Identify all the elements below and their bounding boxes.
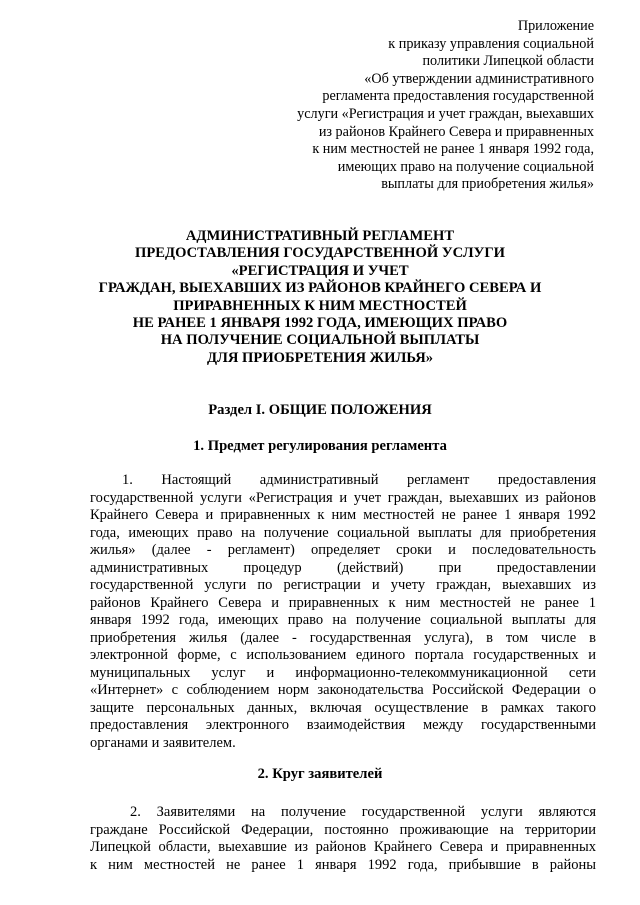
paragraph-line: к ним местностей не ранее 1 января 1992 года, прибывшие в районы bbox=[90, 856, 596, 873]
title-line: ГРАЖДАН, ВЫЕХАВШИХ ИЗ РАЙОНОВ КРАЙНЕГО СЕВЕРА И bbox=[98, 280, 542, 297]
title-line: НА ПОЛУЧЕНИЕ СОЦИАЛЬНОЙ ВЫПЛАТЫ bbox=[160, 332, 480, 349]
paragraph-line: предоставления электронного взаимодействия между государственными bbox=[90, 717, 596, 733]
paragraph-line: Липецкой области, выехавшие из районов Крайнего Севера и приравненных bbox=[90, 839, 596, 855]
title-line: «РЕГИСТРАЦИЯ И УЧЕТ bbox=[231, 262, 409, 279]
paragraph-line: Крайнего Севера и приравненных к ним местностей не ранее 1 января 1992 bbox=[90, 507, 596, 523]
section-heading: Раздел I. ОБЩИЕ ПОЛОЖЕНИЯ bbox=[208, 402, 432, 418]
appendix-line: из районов Крайнего Севера и приравненных bbox=[318, 123, 594, 140]
paragraph-line: 2. Заявителями на получение государственной услуги являются bbox=[130, 804, 596, 820]
paragraph-line: муниципальных услуг и информационно-телекоммуникационной сети bbox=[90, 664, 596, 681]
paragraph-line: органами и заявителем. bbox=[90, 734, 236, 751]
appendix-line: выплаты для приобретения жилья» bbox=[381, 176, 594, 193]
title-line: НЕ РАНЕЕ 1 ЯНВАРЯ 1992 ГОДА, ИМЕЮЩИХ ПРАВО bbox=[132, 315, 508, 332]
appendix-line: к приказу управления социальной bbox=[388, 35, 594, 52]
paragraph-1 bbox=[90, 472, 596, 752]
paragraph-line: граждане Российской Федерации, постоянно проживающие на территории bbox=[90, 821, 596, 838]
paragraph-line: года, имеющих право на получение социальной выплаты для приобретения bbox=[90, 524, 596, 541]
subsection-heading-2: 2. Круг заявителей bbox=[257, 766, 383, 782]
appendix-line: «Об утверждении административного bbox=[364, 70, 594, 87]
paragraph-2 bbox=[90, 804, 596, 874]
title-line: АДМИНИСТРАТИВНЫЙ РЕГЛАМЕНТ bbox=[185, 228, 455, 244]
document-title bbox=[60, 228, 580, 367]
appendix-line: Приложение bbox=[517, 18, 594, 34]
subsection-heading-1: 1. Предмет регулирования регламента bbox=[193, 438, 447, 454]
appendix-line: политики Липецкой области bbox=[422, 53, 594, 70]
appendix-line: имеющих право на получение социальной bbox=[337, 158, 594, 175]
paragraph-line: защите персональных данных, включая осуществление в рамках такого bbox=[90, 699, 596, 716]
title-line: ПРЕДОСТАВЛЕНИЯ ГОСУДАРСТВЕННОЙ УСЛУГИ bbox=[135, 245, 505, 262]
paragraph-line: января 1992 года, имеющих право на получение социальной выплаты для bbox=[90, 612, 596, 628]
paragraph-line: электронной форме, с использованием единого портала государственных и bbox=[90, 647, 596, 663]
paragraph-line: административных процедур (действий) при предоставлении bbox=[90, 559, 596, 576]
paragraph-line: приобретения жилья (далее - государственная услуга), в том числе в bbox=[90, 629, 596, 646]
paragraph-line: государственной услуги по регистрации и учету граждан, выехавших из bbox=[90, 577, 596, 593]
appendix-line: к ним местностей не ранее 1 января 1992 года, bbox=[312, 141, 594, 158]
title-line: ПРИРАВНЕННЫХ К НИМ МЕСТНОСТЕЙ bbox=[173, 297, 467, 314]
paragraph-line: 1. Настоящий административный регламент предоставления bbox=[122, 472, 596, 488]
appendix-header bbox=[254, 18, 594, 194]
appendix-line: услуги «Регистрация и учет граждан, выехавших bbox=[297, 105, 594, 122]
paragraph-line: «Интернет» с соблюдением норм законодательства Российской Федерации о bbox=[90, 682, 596, 698]
paragraph-line: жилья» (далее - регламент) определяет сроки и последовательность bbox=[90, 542, 596, 558]
paragraph-line: государственной услуги «Регистрация и учет граждан, выехавших из районов bbox=[90, 489, 596, 506]
appendix-line: регламента предоставления государственной bbox=[322, 88, 594, 105]
title-line: ДЛЯ ПРИОБРЕТЕНИЯ ЖИЛЬЯ» bbox=[206, 349, 434, 366]
paragraph-line: районов Крайнего Севера и приравненных к ним местностей не ранее 1 bbox=[90, 594, 596, 611]
